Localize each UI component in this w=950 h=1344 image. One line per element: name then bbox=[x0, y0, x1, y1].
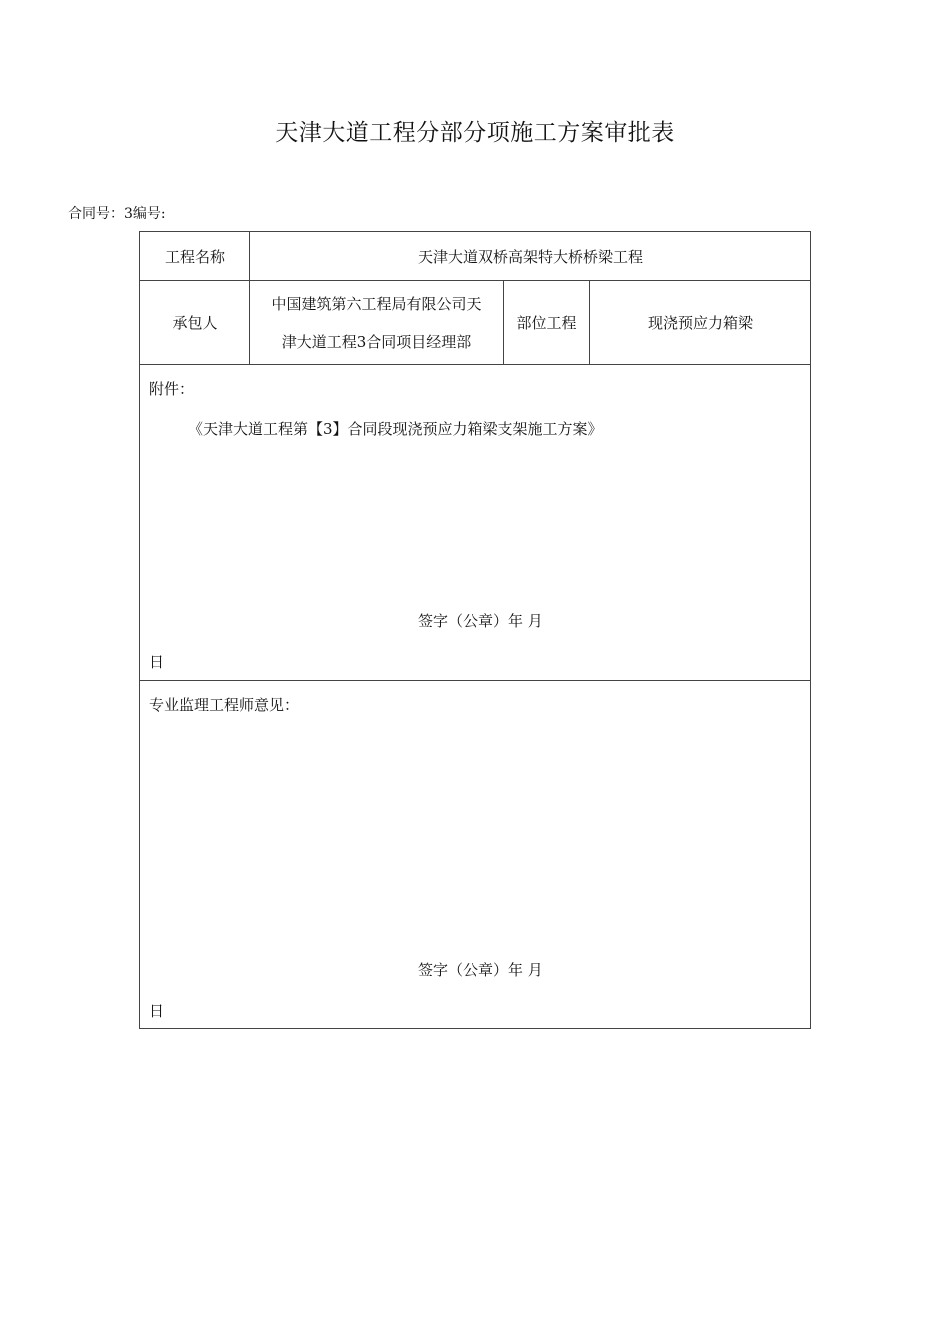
attachment-day: 日 bbox=[149, 653, 165, 671]
part-label: 部位工程 bbox=[516, 314, 577, 332]
contractor-value-line-1: 中国建筑第六工程局有限公司天 bbox=[271, 294, 482, 313]
part-value: 现浇预应力箱梁 bbox=[647, 314, 753, 332]
supervisor-signature: 签字（公章）年 月 bbox=[418, 961, 543, 979]
document-title: 天津大道工程分部分项施工方案审批表 bbox=[275, 120, 675, 146]
contractor-label: 承包人 bbox=[172, 314, 218, 332]
attachment-signature: 签字（公章）年 月 bbox=[418, 612, 543, 630]
approval-form-table bbox=[139, 231, 811, 1029]
supervisor-opinion-label: 专业监理工程师意见： bbox=[149, 696, 300, 714]
attachment-content: 《天津大道工程第【3】合同段现浇预应力箱梁支架施工方案》 bbox=[188, 420, 603, 438]
contract-number-line: 合同号：3编号: bbox=[68, 206, 166, 222]
supervisor-day: 日 bbox=[149, 1002, 165, 1020]
project-name-value: 天津大道双桥高架特大桥桥梁工程 bbox=[417, 247, 643, 266]
attachment-label: 附件： bbox=[149, 380, 195, 398]
contractor-value-line-2: 津大道工程3合同项目经理部 bbox=[281, 332, 472, 351]
project-name-label: 工程名称 bbox=[164, 247, 225, 266]
row-divider bbox=[140, 680, 810, 681]
row-divider bbox=[140, 364, 810, 365]
contractor-value bbox=[250, 281, 503, 364]
